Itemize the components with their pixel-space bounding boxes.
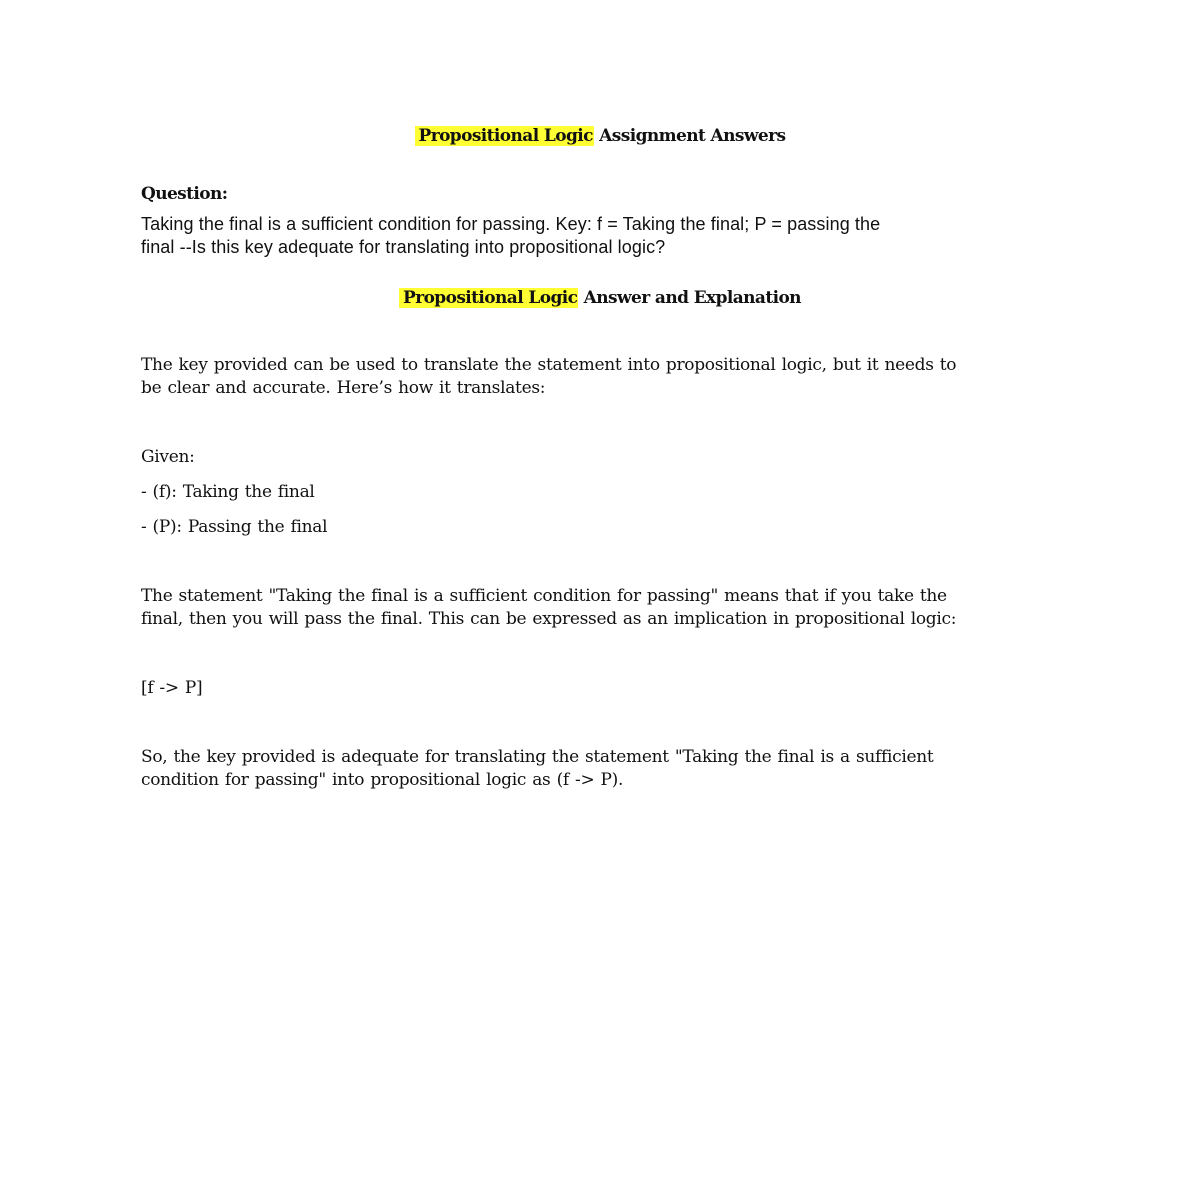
document-title <box>0 126 1200 146</box>
answer-heading-highlight: Propositional Logic <box>399 288 578 308</box>
answer-heading-rest: Answer and Explanation <box>578 288 801 308</box>
conclusion-paragraph <box>141 746 1061 792</box>
statement-paragraph <box>141 585 1061 631</box>
intro-paragraph <box>141 354 1061 400</box>
given-label: Given: <box>141 447 195 467</box>
title-rest: Assignment Answers <box>593 126 786 146</box>
answer-heading <box>0 288 1200 308</box>
formula: [f -> P] <box>141 678 203 698</box>
title-highlight: Propositional Logic <box>415 126 594 146</box>
statement-line: The statement "Taking the final is a sufficient condition for passing" means that if you take the <box>141 586 947 606</box>
question-label: Question: <box>141 184 228 204</box>
question-line: final --Is this key adequate for translating into propositional logic? <box>141 237 666 257</box>
given-item-p: - (P): Passing the final <box>141 517 328 537</box>
question-text <box>141 213 1061 259</box>
intro-line: be clear and accurate. Here’s how it translates: <box>141 378 546 398</box>
statement-line: final, then you will pass the final. This can be expressed as an implication in propositional logic: <box>141 609 957 629</box>
intro-line: The key provided can be used to translate the statement into propositional logic, but it needs to <box>141 355 957 375</box>
conclusion-line: So, the key provided is adequate for translating the statement "Taking the final is a sufficient <box>141 747 934 767</box>
conclusion-line: condition for passing" into propositional logic as (f -> P). <box>141 770 624 790</box>
given-item-f: - (f): Taking the final <box>141 482 315 502</box>
question-line: Taking the final is a sufficient condition for passing. Key: f = Taking the final; P = passing the <box>141 214 881 234</box>
